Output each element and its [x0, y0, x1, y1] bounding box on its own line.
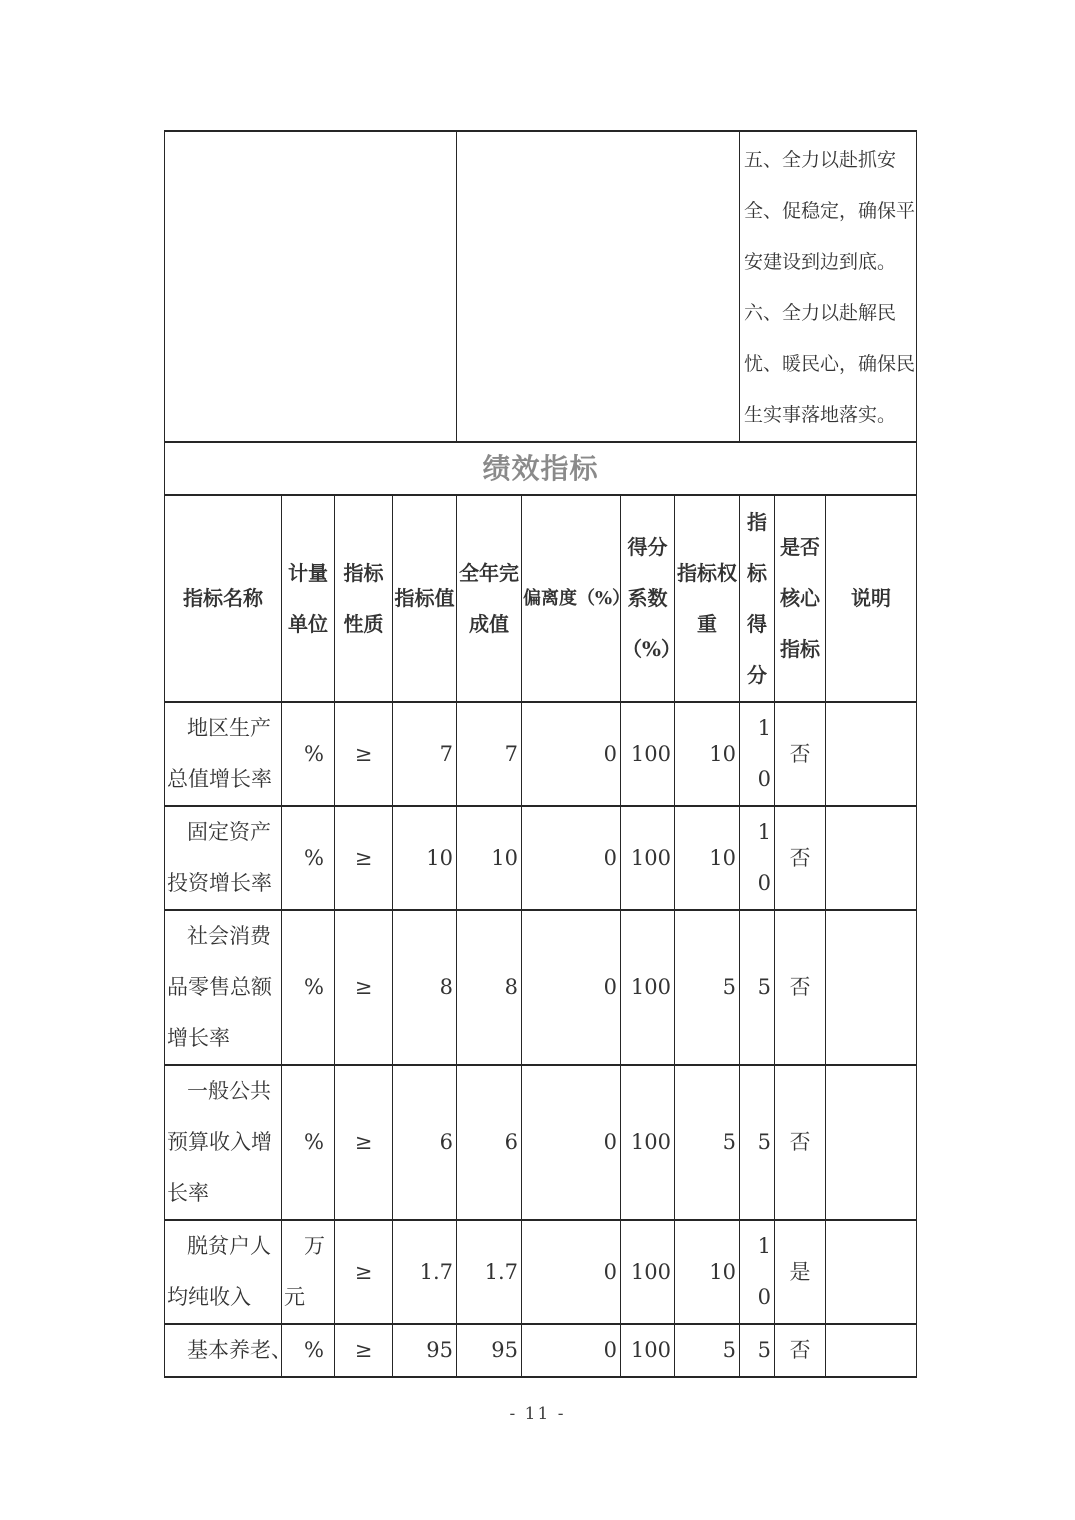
indicator-row — [165, 1220, 917, 1324]
cell-score-coefficient: 100 — [621, 1065, 675, 1220]
cell-completed-value: 7 — [457, 702, 522, 806]
cell-deviation: 0 — [522, 702, 621, 806]
cell-note — [826, 1324, 917, 1377]
cell-nature: ≥ — [335, 1324, 393, 1377]
continuation-empty-cell-left — [165, 131, 457, 442]
cell-nature: ≥ — [335, 1065, 393, 1220]
cell-deviation: 0 — [522, 1065, 621, 1220]
header-cell-completed-value: 全年完 成值 — [457, 495, 522, 702]
header-row — [165, 495, 917, 702]
indicator-row — [165, 1324, 917, 1377]
cell-indicator-name: 脱贫户人 均纯收入 — [165, 1220, 282, 1324]
cell-weight: 10 — [675, 1220, 740, 1324]
cell-target-value: 7 — [393, 702, 457, 806]
cell-unit: % — [282, 702, 335, 806]
cell-indicator-score: 1 0 — [740, 702, 775, 806]
cell-indicator-score: 5 — [740, 1065, 775, 1220]
cell-completed-value: 95 — [457, 1324, 522, 1377]
cell-indicator-name: 一般公共 预算收入增 长率 — [165, 1065, 282, 1220]
cell-note — [826, 1065, 917, 1220]
continuation-row — [165, 131, 917, 442]
header-cell-nature: 指标 性质 — [335, 495, 393, 702]
header-cell-indicator-name: 指标名称 — [165, 495, 282, 702]
cell-score-coefficient: 100 — [621, 806, 675, 910]
cell-deviation: 0 — [522, 910, 621, 1065]
header-cell-unit: 计量 单位 — [282, 495, 335, 702]
cell-score-coefficient: 100 — [621, 910, 675, 1065]
cell-note — [826, 910, 917, 1065]
cell-target-value: 95 — [393, 1324, 457, 1377]
section-title: 绩效指标 — [165, 442, 917, 495]
cell-indicator-name: 社会消费 品零售总额 增长率 — [165, 910, 282, 1065]
performance-table-wrap — [164, 130, 917, 1378]
indicator-row — [165, 910, 917, 1065]
indicator-row — [165, 806, 917, 910]
cell-target-value: 1.7 — [393, 1220, 457, 1324]
cell-indicator-score: 5 — [740, 910, 775, 1065]
cell-score-coefficient: 100 — [621, 1220, 675, 1324]
cell-core-indicator: 否 — [775, 702, 826, 806]
header-cell-target-value: 指标值 — [393, 495, 457, 702]
continuation-empty-cell-middle — [457, 131, 740, 442]
cell-core-indicator: 是 — [775, 1220, 826, 1324]
header-cell-core-indicator: 是否 核心 指标 — [775, 495, 826, 702]
indicator-row — [165, 1065, 917, 1220]
cell-completed-value: 6 — [457, 1065, 522, 1220]
cell-core-indicator: 否 — [775, 910, 826, 1065]
performance-table — [164, 130, 917, 1378]
indicator-row — [165, 702, 917, 806]
cell-target-value: 6 — [393, 1065, 457, 1220]
cell-unit: % — [282, 1065, 335, 1220]
cell-core-indicator: 否 — [775, 1065, 826, 1220]
cell-deviation: 0 — [522, 1220, 621, 1324]
header-cell-weight: 指标权 重 — [675, 495, 740, 702]
cell-nature: ≥ — [335, 702, 393, 806]
cell-score-coefficient: 100 — [621, 702, 675, 806]
cell-nature: ≥ — [335, 1220, 393, 1324]
cell-completed-value: 1.7 — [457, 1220, 522, 1324]
cell-core-indicator: 否 — [775, 1324, 826, 1377]
cell-unit: % — [282, 1324, 335, 1377]
cell-nature: ≥ — [335, 806, 393, 910]
cell-deviation: 0 — [522, 1324, 621, 1377]
cell-note — [826, 806, 917, 910]
section-title-row — [165, 442, 917, 495]
cell-nature: ≥ — [335, 910, 393, 1065]
cell-note — [826, 1220, 917, 1324]
cell-unit: % — [282, 910, 335, 1065]
cell-indicator-score: 1 0 — [740, 1220, 775, 1324]
cell-unit: 万 元 — [282, 1220, 335, 1324]
cell-target-value: 10 — [393, 806, 457, 910]
cell-weight: 10 — [675, 806, 740, 910]
cell-target-value: 8 — [393, 910, 457, 1065]
header-cell-indicator-score: 指 标 得 分 — [740, 495, 775, 702]
cell-indicator-name: 地区生产 总值增长率 — [165, 702, 282, 806]
cell-note — [826, 702, 917, 806]
cell-weight: 10 — [675, 702, 740, 806]
cell-completed-value: 8 — [457, 910, 522, 1065]
cell-score-coefficient: 100 — [621, 1324, 675, 1377]
header-cell-score-coefficient: 得分 系数 （%） — [621, 495, 675, 702]
cell-weight: 5 — [675, 1065, 740, 1220]
cell-unit: % — [282, 806, 335, 910]
cell-weight: 5 — [675, 910, 740, 1065]
header-cell-note: 说明 — [826, 495, 917, 702]
cell-indicator-name: 基本养老、 — [165, 1324, 282, 1377]
indicator-rows — [165, 702, 917, 1377]
cell-weight: 5 — [675, 1324, 740, 1377]
cell-core-indicator: 否 — [775, 806, 826, 910]
cell-completed-value: 10 — [457, 806, 522, 910]
activity-summary-cell: 五、全力以赴抓安 全、促稳定，确保平 安建设到边到底。 六、全力以赴解民 忧、暖民心，确保民 生实事落地落实。 — [740, 131, 917, 442]
page-number: - 11 - — [509, 1404, 566, 1424]
cell-indicator-score: 1 0 — [740, 806, 775, 910]
cell-indicator-name: 固定资产 投资增长率 — [165, 806, 282, 910]
cell-indicator-score: 5 — [740, 1324, 775, 1377]
cell-deviation: 0 — [522, 806, 621, 910]
header-cell-deviation: 偏离度（%） — [522, 495, 621, 702]
